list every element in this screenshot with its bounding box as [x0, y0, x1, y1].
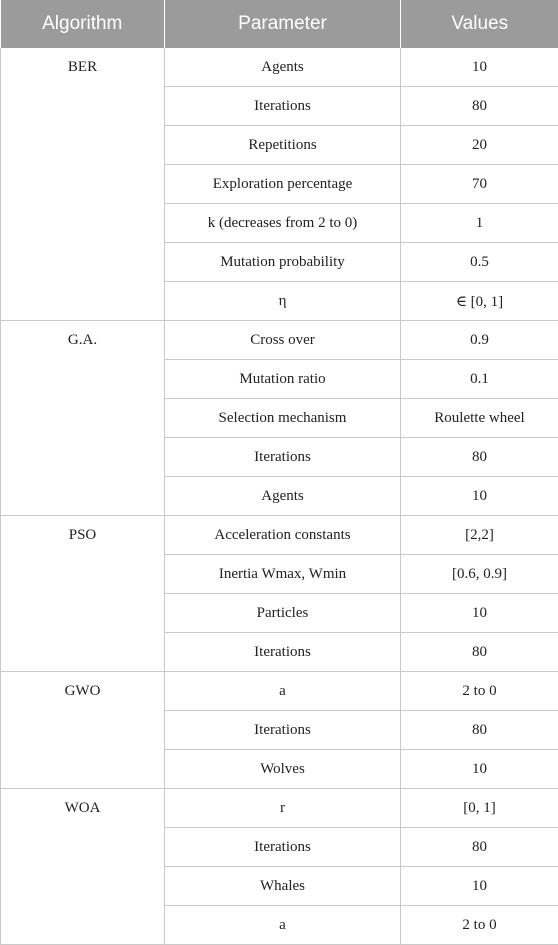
- table-row: [1, 516, 558, 555]
- value-cell: 0.1: [401, 360, 558, 399]
- parameter-cell: Iterations: [165, 633, 401, 672]
- value-cell: 10: [401, 48, 558, 87]
- parameter-cell: η: [165, 282, 401, 321]
- value-cell: 80: [401, 633, 558, 672]
- value-cell: Roulette wheel: [401, 399, 558, 438]
- value-cell: 80: [401, 438, 558, 477]
- parameter-cell: r: [165, 789, 401, 828]
- algorithm-cell: GWO: [1, 672, 165, 789]
- parameter-cell: Whales: [165, 867, 401, 906]
- value-cell: 20: [401, 126, 558, 165]
- header-row: [1, 0, 558, 48]
- value-cell: 2 to 0: [401, 906, 558, 945]
- table-row: [1, 789, 558, 828]
- parameter-cell: Cross over: [165, 321, 401, 360]
- algorithm-cell: G.A.: [1, 321, 165, 516]
- parameter-cell: Iterations: [165, 711, 401, 750]
- value-cell: 80: [401, 828, 558, 867]
- parameter-cell: Iterations: [165, 438, 401, 477]
- parameter-cell: Inertia Wmax, Wmin: [165, 555, 401, 594]
- parameter-cell: Mutation ratio: [165, 360, 401, 399]
- value-cell: [0, 1]: [401, 789, 558, 828]
- value-cell: 70: [401, 165, 558, 204]
- header-parameter: Parameter: [165, 0, 401, 48]
- parameter-cell: k (decreases from 2 to 0): [165, 204, 401, 243]
- value-cell: 1: [401, 204, 558, 243]
- table-row: [1, 48, 558, 87]
- table-row: [1, 672, 558, 711]
- table-row: [1, 321, 558, 360]
- parameter-cell: Wolves: [165, 750, 401, 789]
- value-cell: 10: [401, 867, 558, 906]
- parameter-cell: Selection mechanism: [165, 399, 401, 438]
- parameter-cell: Iterations: [165, 87, 401, 126]
- parameter-cell: a: [165, 906, 401, 945]
- value-cell: 0.5: [401, 243, 558, 282]
- value-cell: [2,2]: [401, 516, 558, 555]
- table-body: [1, 48, 558, 945]
- value-cell: 80: [401, 87, 558, 126]
- parameter-cell: Particles: [165, 594, 401, 633]
- parameter-cell: a: [165, 672, 401, 711]
- parameter-cell: Agents: [165, 477, 401, 516]
- value-cell: 2 to 0: [401, 672, 558, 711]
- parameter-cell: Exploration percentage: [165, 165, 401, 204]
- algorithm-cell: WOA: [1, 789, 165, 945]
- value-cell: 10: [401, 750, 558, 789]
- header-values: Values: [401, 0, 558, 48]
- value-cell: 10: [401, 594, 558, 633]
- value-cell: ∈ [0, 1]: [401, 282, 558, 321]
- value-cell: [0.6, 0.9]: [401, 555, 558, 594]
- value-cell: 10: [401, 477, 558, 516]
- algorithm-cell: PSO: [1, 516, 165, 672]
- header-algorithm: Algorithm: [1, 0, 165, 48]
- parameter-cell: Acceleration constants: [165, 516, 401, 555]
- parameter-cell: Agents: [165, 48, 401, 87]
- parameter-cell: Repetitions: [165, 126, 401, 165]
- algorithm-cell: BER: [1, 48, 165, 321]
- value-cell: 0.9: [401, 321, 558, 360]
- parameter-cell: Mutation probability: [165, 243, 401, 282]
- value-cell: 80: [401, 711, 558, 750]
- parameter-cell: Iterations: [165, 828, 401, 867]
